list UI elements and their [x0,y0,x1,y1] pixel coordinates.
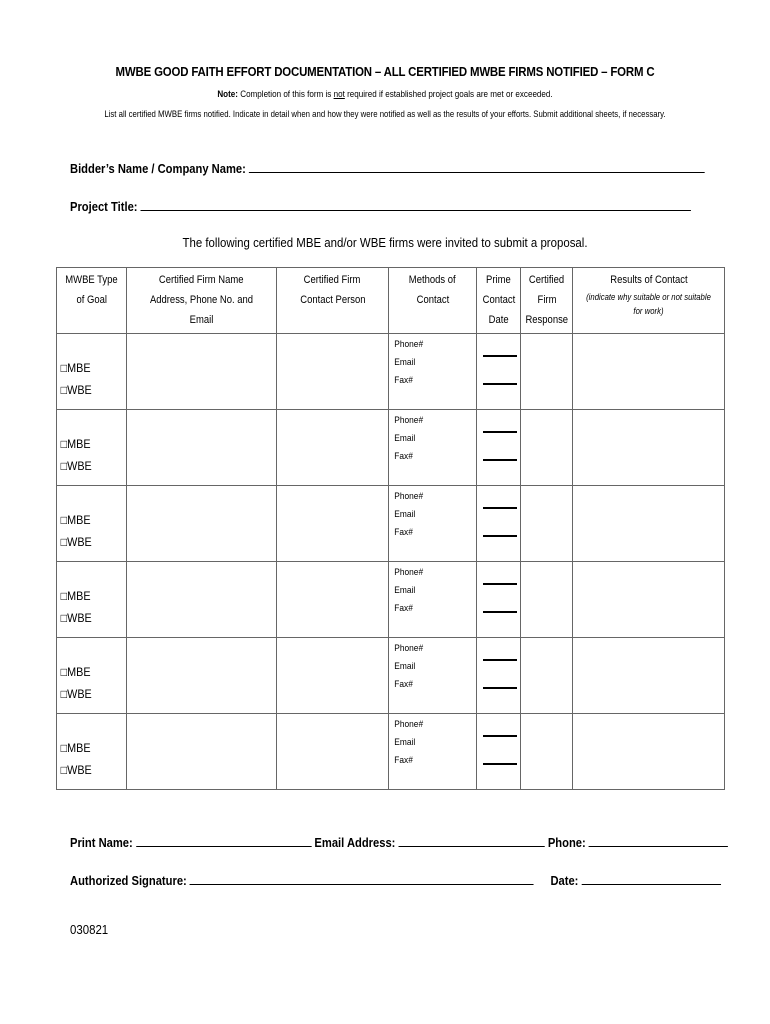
firms-table [56,267,725,790]
goal-cell [57,410,127,486]
signature-field[interactable] [190,872,534,885]
project-title-row [70,198,691,214]
fax-label: Fax# [394,375,413,386]
fax-label: Fax# [394,603,413,614]
results-cell[interactable] [573,410,725,486]
methods-cell[interactable] [389,714,477,790]
contact-date-cell[interactable] [477,334,521,410]
date-line [483,383,517,385]
email-label: Email [394,661,416,672]
header-goal-line1: MWBE Type [65,274,118,286]
response-cell[interactable] [521,714,573,790]
contact-date-cell[interactable] [477,562,521,638]
header-firm-line1: Certified Firm Name [159,274,244,286]
results-cell[interactable] [573,486,725,562]
header-date-line2: Contact [482,294,515,306]
firm-cell[interactable] [127,714,277,790]
fax-label: Fax# [394,755,413,766]
fax-label: Fax# [394,679,413,690]
firm-cell[interactable] [127,562,277,638]
phone-label: Phone# [394,415,424,426]
date-line [483,583,517,585]
header-goal [57,268,127,334]
contact-date-cell[interactable] [477,486,521,562]
header-results-note: (indicate why suitable or not suitable for work) [586,292,711,316]
response-cell[interactable] [521,334,573,410]
phone-label: Phone: [547,835,586,850]
wbe-checkbox[interactable]: □WBE [60,535,92,549]
phone-label: Phone# [394,567,424,578]
form-instructions: List all certified MWBE firms notified. Indicate in detail when and how they were notified as well as the results of your efforts. Submit additional sheets, if necessary. [104,109,666,120]
results-cell[interactable] [573,714,725,790]
header-date-line3: Date [488,314,509,326]
contact-person-cell[interactable] [277,486,389,562]
header-results [573,268,725,334]
fax-label: Fax# [394,527,413,538]
phone-field[interactable] [589,834,728,847]
response-cell[interactable] [521,638,573,714]
goal-cell [57,638,127,714]
firm-cell[interactable] [127,486,277,562]
note-emphasis: not [333,89,345,100]
note-label: Note: [217,89,238,100]
email-label: Email [394,509,416,520]
date-line [483,659,517,661]
goal-cell [57,486,127,562]
form-code: 030821 [70,922,109,937]
contact-person-cell[interactable] [277,334,389,410]
results-cell[interactable] [573,638,725,714]
methods-cell[interactable] [389,562,477,638]
response-cell[interactable] [521,486,573,562]
results-cell[interactable] [573,334,725,410]
date-line [483,763,517,765]
mbe-checkbox[interactable]: □MBE [60,437,91,451]
contact-date-cell[interactable] [477,410,521,486]
methods-cell[interactable] [389,486,477,562]
firm-cell[interactable] [127,334,277,410]
table-row [57,410,725,486]
header-firm-line2: Address, Phone No. and Email [149,294,254,326]
email-label: Email Address: [314,835,396,850]
phone-label: Phone# [394,339,424,350]
contact-date-cell[interactable] [477,714,521,790]
date-line [483,355,517,357]
bidder-name-row [70,160,705,176]
header-person [277,268,389,334]
wbe-checkbox[interactable]: □WBE [60,611,92,625]
goal-cell [57,714,127,790]
phone-label: Phone# [394,643,424,654]
print-name-row [70,834,728,850]
table-row [57,638,725,714]
wbe-checkbox[interactable]: □WBE [60,459,92,473]
project-title-label: Project Title: [70,199,138,214]
firm-cell[interactable] [127,638,277,714]
response-cell[interactable] [521,410,573,486]
mbe-checkbox[interactable]: □MBE [60,513,91,527]
header-firm [127,268,277,334]
header-person-line1: Certified Firm [304,274,361,286]
email-label: Email [394,433,416,444]
phone-label: Phone# [394,491,424,502]
date-line [483,459,517,461]
table-row [57,486,725,562]
header-date-line1: Prime [486,274,511,286]
date-line [483,735,517,737]
bidder-name-field[interactable] [249,160,705,173]
email-label: Email [394,737,416,748]
wbe-checkbox[interactable]: □WBE [60,687,92,701]
form-title: MWBE GOOD FAITH EFFORT DOCUMENTATION – ALL CERTIFIED MWBE FIRMS NOTIFIED – FORM C [115,64,655,79]
proposal-statement: The following certified MBE and/or WBE firms were invited to submit a proposal. [182,235,588,250]
email-field[interactable] [399,834,545,847]
contact-person-cell[interactable] [277,410,389,486]
date-line [483,507,517,509]
email-label: Email [394,357,416,368]
bidder-name-label: Bidder’s Name / Company Name: [70,161,246,176]
goal-cell [57,562,127,638]
results-cell[interactable] [573,562,725,638]
date-field[interactable] [582,872,721,885]
signature-label: Authorized Signature: [70,873,187,888]
response-cell[interactable] [521,562,573,638]
header-goal-line2: of Goal [76,294,107,306]
signature-row [70,872,721,888]
date-line [483,431,517,433]
project-title-field[interactable] [141,198,691,211]
methods-cell[interactable] [389,334,477,410]
contact-date-cell[interactable] [477,638,521,714]
contact-person-cell[interactable] [277,562,389,638]
header-response-line3: Response [525,314,568,326]
header-methods-line2: Contact [416,294,449,306]
phone-label: Phone# [394,719,424,730]
wbe-checkbox[interactable]: □WBE [60,763,92,777]
wbe-checkbox[interactable]: □WBE [60,383,92,397]
contact-person-cell[interactable] [277,714,389,790]
print-name-field[interactable] [136,834,311,847]
mbe-checkbox[interactable]: □MBE [60,361,91,375]
date-label: Date: [550,873,579,888]
note-text-post: required if established project goals are met or exceeded. [344,89,553,100]
table-row [57,714,725,790]
date-line [483,611,517,613]
mbe-checkbox[interactable]: □MBE [60,589,91,603]
fax-label: Fax# [394,451,413,462]
table-header-row [57,268,725,334]
table-row [57,334,725,410]
contact-person-cell[interactable] [277,638,389,714]
methods-cell[interactable] [389,410,477,486]
header-person-line2: Contact Person [299,294,366,306]
date-line [483,535,517,537]
header-results-title: Results of Contact [609,274,688,286]
header-response-line1: Certified [528,274,565,286]
table-row [57,562,725,638]
methods-cell[interactable] [389,638,477,714]
mbe-checkbox[interactable]: □MBE [60,665,91,679]
mbe-checkbox[interactable]: □MBE [60,741,91,755]
header-response-line2: Firm [537,294,556,306]
note-text-pre: Completion of this form is [237,89,334,100]
header-response [521,268,573,334]
header-methods-line1: Methods of [409,274,456,286]
date-line [483,687,517,689]
firm-cell[interactable] [127,410,277,486]
email-label: Email [394,585,416,596]
print-name-label: Print Name: [70,835,133,850]
header-methods [389,268,477,334]
form-note [58,89,713,100]
goal-cell [57,334,127,410]
header-date [477,268,521,334]
